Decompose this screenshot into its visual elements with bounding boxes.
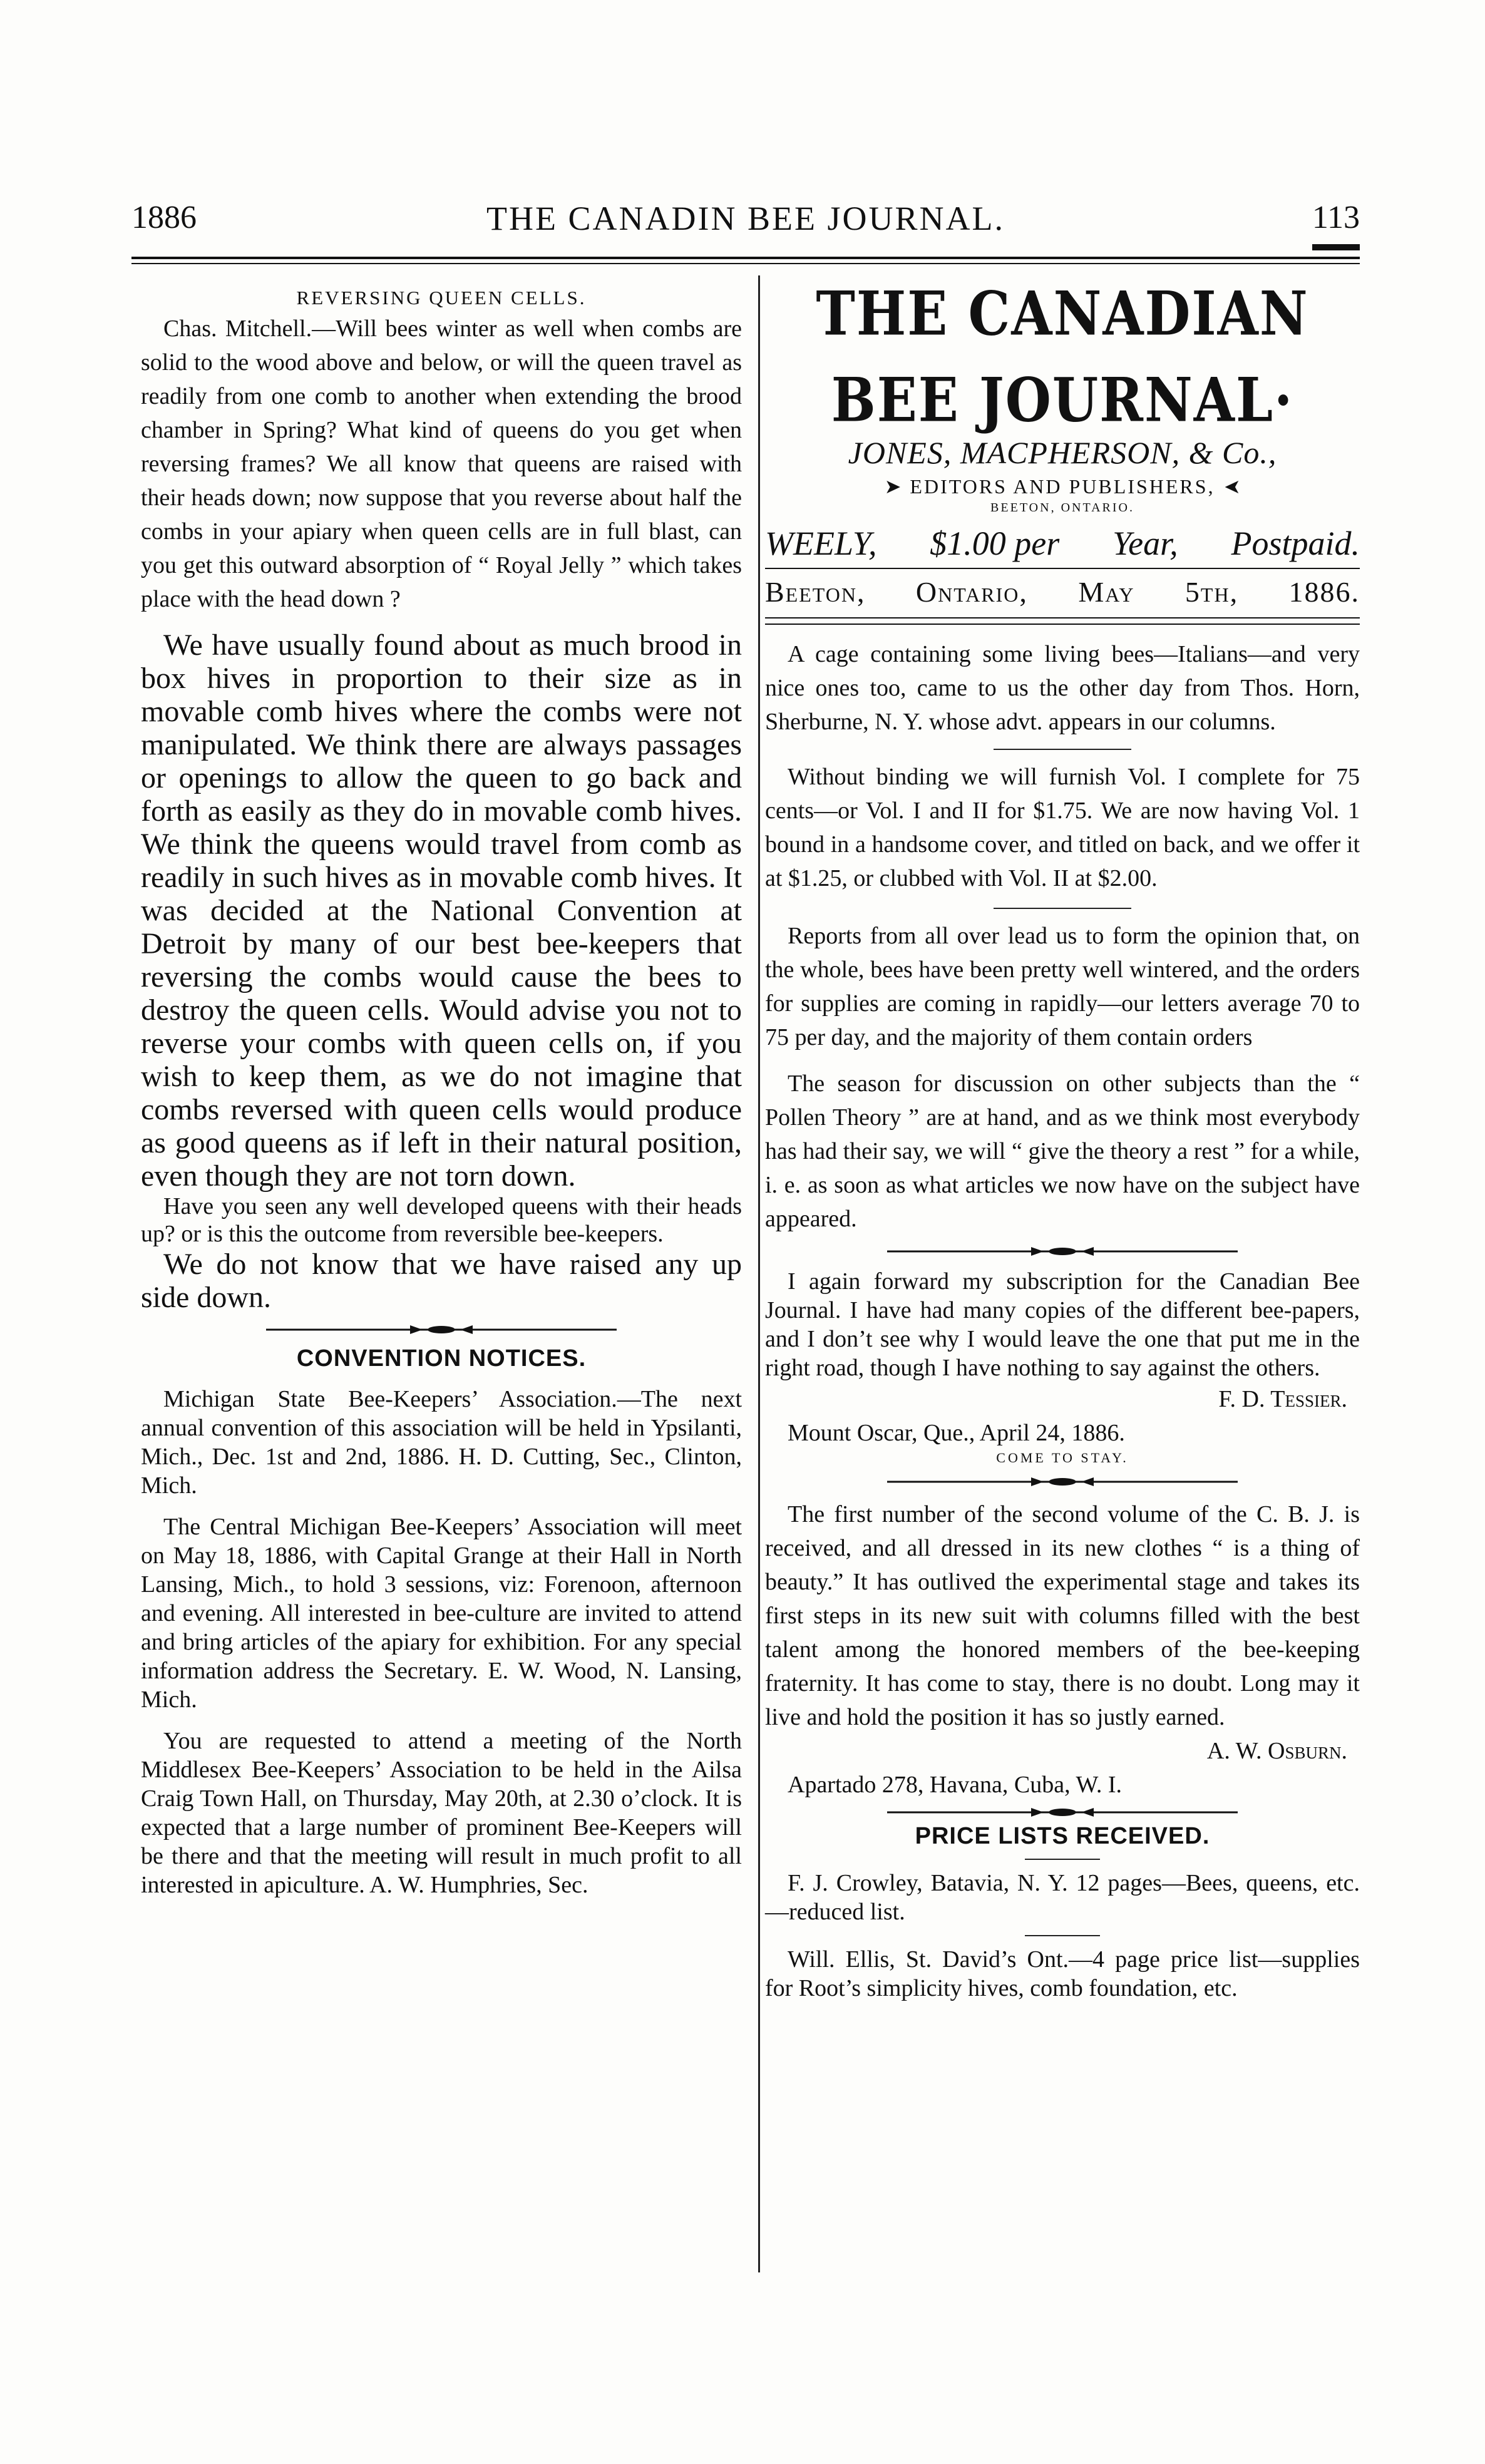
column-divider	[758, 275, 760, 2272]
header-year: 1886	[131, 200, 197, 235]
convention-notice-michigan-state: Michigan State Bee-Keepers’ Association.—The next annual convention of this association will be held in Ypsilanti, Mich., Dec. 1st and 2nd, 1886. H. D. Cutting, Sec., Clinton, Mich.	[141, 1386, 742, 1499]
masthead-subtitle	[765, 475, 1360, 498]
queen-answer: We have usually found about as much brood in box hives in proportion to their size as in movable comb hives where the combs were not manipulated. We think there are always passages or openings to allow the queen to go back and forth as easily as they do in movable comb hives. We think the queens would travel from comb as readily in such hives as in movable comb hives. It was decided at the National Convention at Detroit by many of our best bee-keepers that reversing the combs would cause the bees to destroy the queen cells. Would advise you not to reverse your combs with queen cells on, if you wish to keep them, as we do not imagine that combs reversed with queen cells would produce as good queens as if left in their natural position, even though they are not torn down.	[141, 629, 742, 1193]
signature-tessier: F. D. Tessier.	[1218, 1386, 1347, 1412]
right-arrow-ornament: ➤	[1221, 475, 1241, 498]
queen-cells-heading: REVERSING QUEEN CELLS.	[296, 287, 587, 309]
section-ornament	[887, 1477, 1238, 1486]
date-province: Ontario,	[915, 576, 1028, 608]
date-rule	[765, 617, 1360, 619]
date-month: May	[1078, 576, 1135, 608]
price-postpaid: Postpaid.	[1231, 525, 1360, 562]
paragraph-bee-cage: A cage containing some living bees—Italians—and very nice ones too, came to us the other day from Thos. Horn, Sherburne, N. Y. whose advt. appears in our columns.	[765, 641, 1360, 735]
come-to-stay-heading: COME TO STAY.	[996, 1450, 1129, 1466]
issue-date	[765, 575, 1360, 608]
header-rule	[131, 257, 1360, 259]
short-rule	[1025, 1859, 1100, 1860]
location-tessier: Mount Oscar, Que., April 24, 1886.	[788, 1420, 1125, 1446]
paragraph-reports: Reports from all over lead us to form the opinion that, on the whole, bees have been pretty well wintered, and the orders for supplies are coming in rapidly—our letters average 70 to 75 per day, and the majority of them contain orders	[765, 923, 1360, 1050]
convention-notice-north-middlesex: You are requested to attend a meeting of the North Middlesex Bee-Keepers’ Association to be held in the Ailsa Craig Town Hall, on Thursday, May 20th, at 2.30 o’clock. It is expected that a large number of prominent Bee-Keepers will be there and that the meeting will result in much profit to all interested in apiculture. A. W. Humphries, Sec.	[141, 1728, 742, 1898]
masthead-editors: JONES, MACPHERSON, & Co.,	[848, 435, 1277, 470]
date-day: 5th,	[1184, 576, 1239, 608]
price-lists-heading: PRICE LISTS RECEIVED.	[915, 1823, 1210, 1849]
section-ornament	[887, 1808, 1238, 1817]
masthead-subtitle-text: EDITORS AND PUBLISHERS,	[910, 475, 1215, 498]
paragraph-volumes: Without binding we will furnish Vol. I complete for 75 cents—or Vol. I and II for $1.75. We are now having Vol. 1 bound in a handsome cover, and titled on back, and we offer it at $1.25, or clubbed with Vol. II at $2.00.	[765, 764, 1360, 891]
right-column	[765, 277, 1360, 2003]
price-list-ellis: Will. Ellis, St. David’s Ont.—4 page price list—supplies for Root’s simplicity hives, comb foundation, etc.	[765, 1946, 1360, 2001]
header-rule-thin	[131, 263, 1360, 264]
price-list-crowley: F. J. Crowley, Batavia, N. Y. 12 pages—Bees, queens, etc.—reduced list.	[765, 1870, 1360, 1925]
queen-answer-2: We do not know that we have raised any up side down.	[141, 1248, 742, 1314]
date-year: 1886.	[1288, 576, 1360, 608]
location-osburn: Apartado 278, Havana, Cuba, W. I.	[788, 1772, 1122, 1798]
left-column	[141, 282, 742, 1899]
page-header	[131, 199, 1360, 249]
letter-tessier: I again forward my subscription for the Canadian Bee Journal. I have had many copies of the different bee-papers, and I don’t see why I would leave the one that put me in the right road, though I have nothing to say against the others.	[765, 1268, 1360, 1381]
queen-question: Chas. Mitchell.—Will bees winter as well when combs are solid to the wood above and below, or will the queen travel as readily from one comb to another when extending the brood chamber in Spring? What kind of queens do you get when reversing frames? We all know that queens are raised with their heads down; now suppose that you reverse about half the combs in your apiary when queen cells are in full blast, can you get this outward absorption of “ Royal Jelly ” which takes place with the head down ?	[141, 316, 742, 612]
page-number: 113	[1312, 200, 1360, 235]
letter-osburn: The first number of the second volume of the C. B. J. is received, and all dressed in its new clothes “ is a thing of beauty.” It has outlived the experimental stage and takes its first steps in its new suit with columns filled with the best talent among the honored members of the bee-keeping fraternity. It has come to stay, there is no doubt. Long may it live and hold the position it has so justly earned.	[765, 1501, 1360, 1730]
queen-question-2: Have you seen any well developed queens with their heads up? or is this the outcome from reversible bee-keepers.	[141, 1193, 742, 1247]
short-rule	[1025, 1935, 1100, 1936]
masthead-price	[765, 524, 1360, 563]
price-amount: $1.00 per	[930, 525, 1060, 562]
masthead-location: BEETON, ONTARIO.	[990, 501, 1134, 515]
date-rule-2	[765, 624, 1360, 625]
masthead-title: THE CANADIAN BEE JOURNAL·	[816, 277, 1309, 436]
section-ornament	[887, 1247, 1238, 1256]
convention-notices-heading: CONVENTION NOTICES.	[296, 1345, 587, 1372]
signature-osburn: A. W. Osburn.	[1206, 1738, 1347, 1764]
left-arrow-ornament: ➤	[884, 475, 903, 498]
price-period: Year,	[1112, 525, 1178, 562]
header-title: THE CANADIN BEE JOURNAL.	[486, 200, 1005, 237]
date-town: Beeton,	[765, 576, 866, 608]
short-rule	[994, 749, 1131, 750]
masthead-rule	[765, 568, 1360, 569]
price-frequency: WEELY,	[765, 525, 877, 562]
paragraph-pollen-theory: The season for discussion on other subjects than the “ Pollen Theory ” are at hand, and as we think most everybody has had their say, we will “ give the theory a rest ” for a while, i. e. as soon as what articles we now have on the subject have appeared.	[765, 1070, 1360, 1232]
convention-notice-central-michigan: The Central Michigan Bee-Keepers’ Association will meet on May 18, 1886, with Capital Grange at their Hall in North Lansing, Mich., to hold 3 sessions, viz: Forenoon, afternoon and evening. All interested in bee-culture are invited to attend and bring articles of the apiary for exhibition. For any special information address the Secretary. E. W. Wood, N. Lansing, Mich.	[141, 1514, 742, 1713]
header-ornament	[1312, 244, 1360, 250]
short-rule	[994, 908, 1131, 909]
section-ornament	[266, 1325, 617, 1334]
